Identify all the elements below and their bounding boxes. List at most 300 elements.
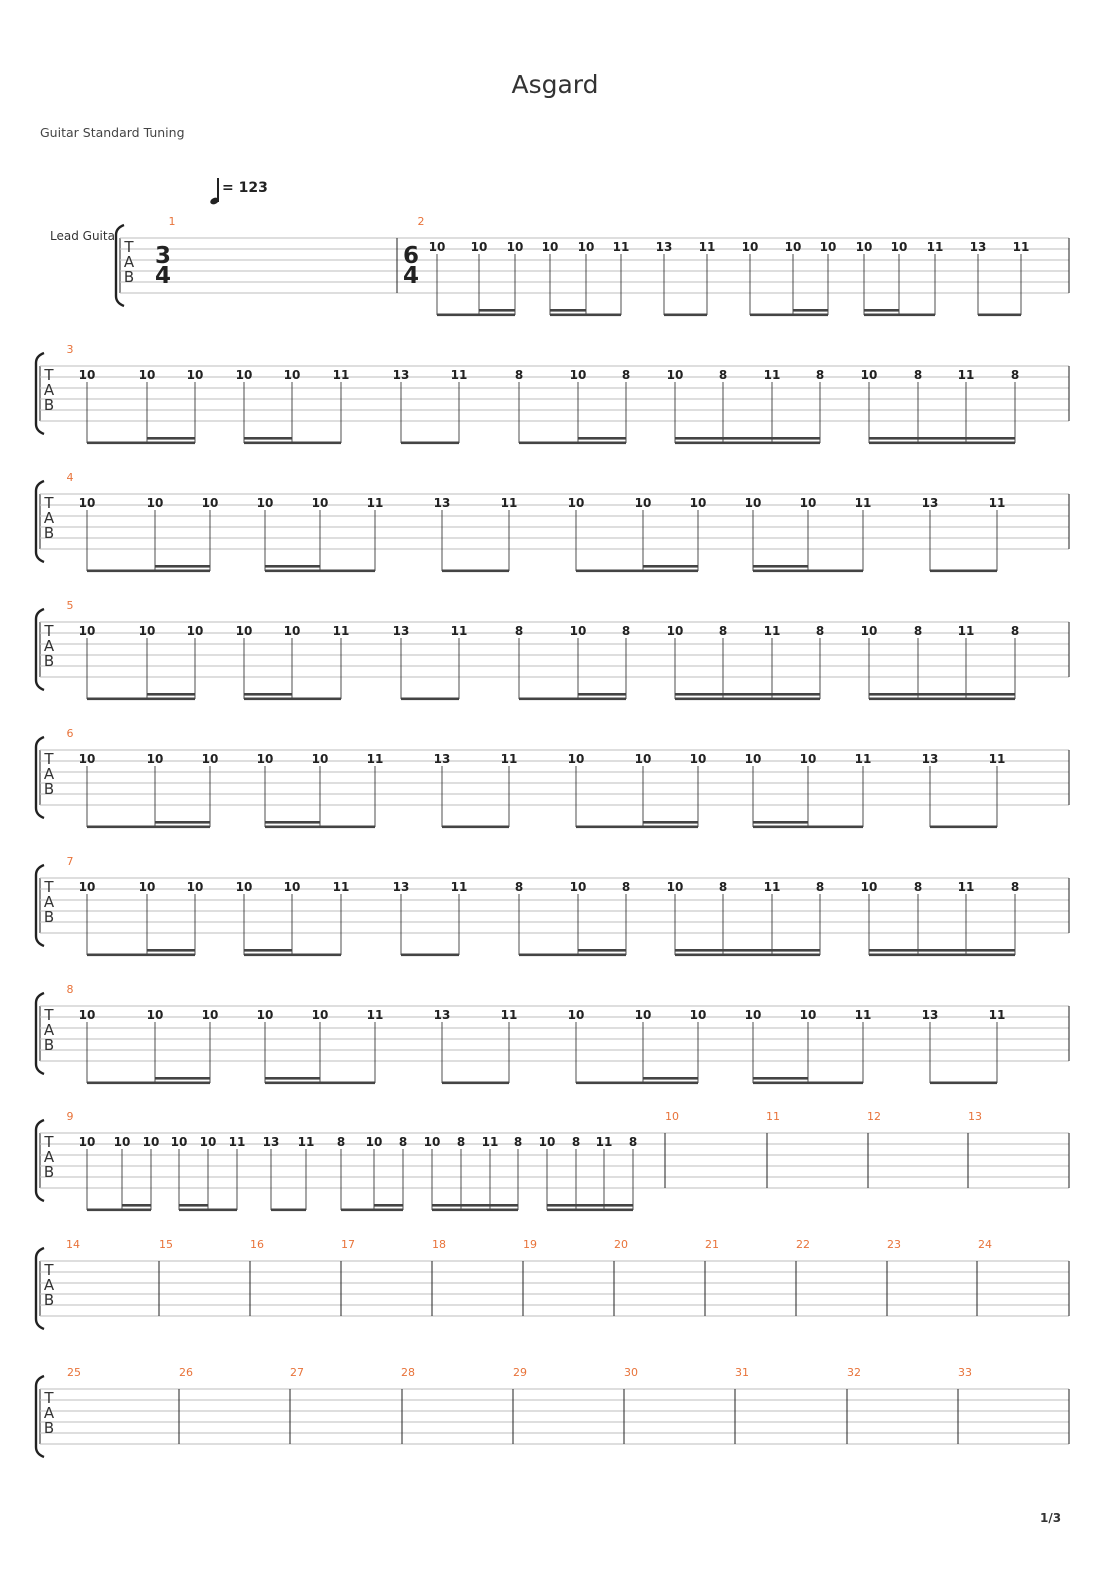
tab-clef-letter: T (44, 1389, 54, 1407)
tab-fret-number: 8 (1010, 624, 1020, 638)
tab-clef-letter: A (43, 1148, 55, 1166)
secondary-beam (147, 437, 195, 440)
beam (519, 954, 626, 957)
measure (523, 1238, 537, 1251)
page-number: 1/3 (1040, 1511, 1062, 1525)
tab-fret-number: 10 (311, 752, 329, 766)
tab-fret-number: 11 (450, 368, 468, 382)
tab-fret-number: 8 (621, 368, 631, 382)
beam (576, 1082, 698, 1085)
tab-clef-letter: B (43, 1163, 55, 1181)
tab-fret-number: 11 (500, 1008, 518, 1022)
measure (67, 983, 1006, 1084)
tab-fret-number: 8 (398, 1135, 408, 1149)
measure-number: 5 (66, 599, 74, 612)
time-signature-top: 6 (402, 243, 420, 269)
beam (519, 698, 626, 701)
tab-fret-number: 10 (799, 752, 817, 766)
tab-fret-number: 8 (456, 1135, 466, 1149)
beam (401, 954, 459, 957)
beam (271, 1209, 306, 1212)
beam (576, 570, 698, 573)
tab-fret-number: 10 (860, 368, 878, 382)
measure-number: 31 (735, 1366, 749, 1379)
measure-number: 29 (513, 1366, 527, 1379)
tab-clef-letter: A (43, 509, 55, 527)
tab-clef-letter: A (43, 1404, 55, 1422)
tab-clef-letter: B (43, 1419, 55, 1437)
tab-fret-number: 10 (744, 496, 762, 510)
tab-fret-number: 10 (634, 752, 652, 766)
tab-clef-letter: A (43, 1021, 55, 1039)
tab-system (36, 1366, 1069, 1457)
tab-fret-number: 11 (763, 368, 781, 382)
tab-fret-number: 11 (988, 496, 1006, 510)
secondary-beam (155, 821, 210, 824)
tab-fret-number: 11 (595, 1135, 613, 1149)
measure (179, 1366, 193, 1379)
beam (265, 570, 375, 573)
beam (753, 1082, 863, 1085)
tab-fret-number: 10 (78, 624, 96, 638)
tab-system (36, 1110, 1069, 1211)
secondary-beam (265, 565, 320, 568)
tab-fret-number: 11 (957, 368, 975, 382)
tab-clef-letter: B (43, 908, 55, 926)
beam (864, 314, 935, 317)
tab-fret-number: 10 (470, 240, 488, 254)
tab-fret-number: 8 (628, 1135, 638, 1149)
beam (179, 1209, 237, 1212)
tab-fret-number: 10 (860, 880, 878, 894)
beam (442, 1082, 509, 1085)
tab-fret-number: 10 (567, 496, 585, 510)
beam (401, 698, 459, 701)
measure (67, 855, 1020, 956)
secondary-beam (675, 693, 820, 696)
measure-number: 21 (705, 1238, 719, 1251)
tab-fret-number: 8 (514, 624, 524, 638)
tab-clef-letter: A (43, 893, 55, 911)
measure-number: 7 (66, 855, 74, 868)
measure-number: 11 (766, 1110, 780, 1123)
measure-number: 16 (250, 1238, 264, 1251)
secondary-beam (147, 949, 195, 952)
tab-fret-number: 8 (514, 368, 524, 382)
tab-fret-number: 11 (332, 624, 350, 638)
tab-clef-letter: B (43, 1291, 55, 1309)
measure-number: 24 (978, 1238, 992, 1251)
tab-fret-number: 10 (235, 880, 253, 894)
secondary-beam (479, 309, 515, 312)
measure (705, 1238, 719, 1251)
beam (930, 1082, 997, 1085)
secondary-beam (578, 693, 626, 696)
tab-fret-number: 13 (433, 1008, 451, 1022)
tab-fret-number: 8 (513, 1135, 523, 1149)
tab-fret-number: 13 (433, 752, 451, 766)
tab-fret-number: 10 (689, 1008, 707, 1022)
beam (550, 314, 621, 317)
tab-fret-number: 8 (718, 880, 728, 894)
tab-fret-number: 8 (913, 624, 923, 638)
beam (87, 442, 195, 445)
beam (930, 570, 997, 573)
tab-clef-letter: A (43, 1276, 55, 1294)
tab-fret-number: 10 (235, 368, 253, 382)
beam (442, 826, 509, 829)
tab-fret-number: 11 (957, 624, 975, 638)
beam (87, 698, 195, 701)
beam (519, 442, 626, 445)
tab-system (36, 343, 1069, 444)
secondary-beam (643, 821, 698, 824)
tab-clef-letter: B (43, 396, 55, 414)
tab-fret-number: 11 (988, 1008, 1006, 1022)
beam (675, 442, 820, 445)
tab-fret-number: 13 (262, 1135, 280, 1149)
measure (341, 1238, 355, 1251)
tab-fret-number: 13 (392, 624, 410, 638)
tab-system (116, 215, 1069, 316)
beam (87, 954, 195, 957)
secondary-beam (244, 949, 292, 952)
measure (67, 599, 1020, 700)
tab-fret-number: 10 (569, 624, 587, 638)
tab-fret-number: 10 (201, 496, 219, 510)
measure-number: 12 (867, 1110, 881, 1123)
measure-number: 13 (968, 1110, 982, 1123)
beam (87, 1209, 151, 1212)
tab-fret-number: 13 (921, 496, 939, 510)
tab-fret-number: 10 (666, 624, 684, 638)
measure (978, 1238, 992, 1251)
measure-number: 9 (66, 1110, 74, 1123)
tab-system (36, 471, 1069, 572)
tab-fret-number: 11 (366, 1008, 384, 1022)
tab-fret-number: 10 (634, 496, 652, 510)
beam (265, 1082, 375, 1085)
measure (766, 1110, 780, 1123)
tab-fret-number: 8 (336, 1135, 346, 1149)
tab-clef-letter: T (44, 1261, 54, 1279)
tab-fret-number: 8 (514, 880, 524, 894)
measure-number: 19 (523, 1238, 537, 1251)
measure-number: 15 (159, 1238, 173, 1251)
secondary-beam (155, 565, 210, 568)
tab-fret-number: 13 (392, 368, 410, 382)
beam (87, 570, 210, 573)
tab-fret-number: 10 (186, 880, 204, 894)
tab-system (36, 599, 1069, 700)
beam (244, 954, 341, 957)
tab-fret-number: 10 (78, 496, 96, 510)
tab-fret-number: 11 (763, 880, 781, 894)
measure-number: 2 (417, 215, 425, 228)
tab-fret-number: 10 (201, 752, 219, 766)
measure (290, 1366, 304, 1379)
measure (624, 1366, 638, 1379)
secondary-beam (869, 693, 1015, 696)
tab-fret-number: 8 (571, 1135, 581, 1149)
tab-fret-number: 11 (450, 624, 468, 638)
tab-fret-number: 10 (860, 624, 878, 638)
tab-fret-number: 10 (666, 368, 684, 382)
tab-fret-number: 10 (146, 1008, 164, 1022)
tab-fret-number: 11 (854, 752, 872, 766)
measure (513, 1366, 527, 1379)
measure (66, 1238, 80, 1251)
tab-fret-number: 10 (577, 240, 595, 254)
secondary-beam (675, 437, 820, 440)
secondary-beam (547, 1204, 633, 1207)
tab-fret-number: 10 (538, 1135, 556, 1149)
tab-fret-number: 10 (428, 240, 446, 254)
tab-system (36, 855, 1069, 956)
tab-fret-number: 10 (78, 752, 96, 766)
measure (735, 1366, 749, 1379)
tab-clef-letter: B (43, 780, 55, 798)
tab-fret-number: 10 (186, 624, 204, 638)
tab-fret-number: 13 (921, 752, 939, 766)
secondary-beam (179, 1204, 208, 1207)
tab-fret-number: 13 (969, 240, 987, 254)
measure (432, 1238, 446, 1251)
tab-clef-letter: B (43, 652, 55, 670)
measure (67, 727, 1006, 828)
tab-fret-number: 10 (146, 496, 164, 510)
secondary-beam (869, 437, 1015, 440)
tab-fret-number: 8 (815, 880, 825, 894)
tab-fret-number: 10 (256, 496, 274, 510)
beam (753, 826, 863, 829)
tab-fret-number: 10 (569, 368, 587, 382)
tab-system (36, 727, 1069, 828)
measure (67, 1110, 638, 1211)
tab-fret-number: 10 (201, 1008, 219, 1022)
tab-fret-number: 11 (1012, 240, 1030, 254)
secondary-beam (578, 949, 626, 952)
measure-number: 32 (847, 1366, 861, 1379)
measure-number: 14 (66, 1238, 80, 1251)
measure-number: 26 (179, 1366, 193, 1379)
tab-clef-letter: T (44, 494, 54, 512)
measure (887, 1238, 901, 1251)
tab-fret-number: 11 (450, 880, 468, 894)
tab-fret-number: 10 (78, 880, 96, 894)
tab-fret-number: 11 (957, 880, 975, 894)
secondary-beam (147, 693, 195, 696)
tab-fret-number: 10 (78, 1135, 96, 1149)
tab-fret-number: 8 (1010, 880, 1020, 894)
measure (401, 1366, 415, 1379)
secondary-beam (793, 309, 828, 312)
beam (869, 698, 1015, 701)
measure (159, 1238, 173, 1251)
secondary-beam (578, 437, 626, 440)
tab-fret-number: 8 (815, 624, 825, 638)
tab-fret-number: 10 (365, 1135, 383, 1149)
tab-clef-letter: B (43, 524, 55, 542)
measure-number: 30 (624, 1366, 638, 1379)
tab-fret-number: 8 (815, 368, 825, 382)
tab-fret-number: 11 (297, 1135, 315, 1149)
time-signature-top: 3 (154, 243, 172, 269)
beam (244, 698, 341, 701)
measure-number: 23 (887, 1238, 901, 1251)
tab-clef-letter: A (43, 637, 55, 655)
tab-fret-number: 10 (199, 1135, 217, 1149)
tab-fret-number: 13 (921, 1008, 939, 1022)
tab-fret-number: 13 (433, 496, 451, 510)
measure (67, 343, 1020, 444)
tab-fret-number: 10 (634, 1008, 652, 1022)
measure-number: 10 (665, 1110, 679, 1123)
tab-fret-number: 10 (744, 752, 762, 766)
tab-fret-number: 11 (228, 1135, 246, 1149)
beam (547, 1209, 633, 1212)
tuning-label: Guitar Standard Tuning (40, 125, 185, 140)
tab-clef-letter: T (44, 750, 54, 768)
tab-fret-number: 10 (113, 1135, 131, 1149)
tab-fret-number: 10 (256, 752, 274, 766)
tab-system (36, 1238, 1069, 1329)
tab-fret-number: 10 (170, 1135, 188, 1149)
secondary-beam (432, 1204, 518, 1207)
beam (442, 570, 509, 573)
tab-fret-number: 10 (567, 752, 585, 766)
beam (432, 1209, 518, 1212)
tab-fret-number: 10 (666, 880, 684, 894)
tab-fret-number: 10 (146, 752, 164, 766)
tab-fret-number: 10 (186, 368, 204, 382)
measure (796, 1238, 810, 1251)
beam (978, 314, 1021, 317)
tab-fret-number: 11 (926, 240, 944, 254)
tab-fret-number: 10 (689, 752, 707, 766)
tab-fret-number: 10 (138, 368, 156, 382)
tab-clef-letter: T (44, 622, 54, 640)
secondary-beam (643, 1077, 698, 1080)
beam (341, 1209, 403, 1212)
tab-clef-letter: T (44, 1133, 54, 1151)
tab-fret-number: 11 (612, 240, 630, 254)
secondary-beam (869, 949, 1015, 952)
measure (958, 1366, 972, 1379)
secondary-beam (643, 565, 698, 568)
tab-fret-number: 10 (138, 880, 156, 894)
measure-number: 22 (796, 1238, 810, 1251)
measure (968, 1110, 982, 1123)
beam (401, 442, 459, 445)
tempo-value: = 123 (222, 180, 268, 196)
tab-clef-letter: T (124, 238, 134, 256)
tab-fret-number: 10 (283, 624, 301, 638)
tab-fret-number: 10 (283, 880, 301, 894)
tab-fret-number: 13 (655, 240, 673, 254)
tab-fret-number: 10 (78, 368, 96, 382)
tab-fret-number: 10 (799, 1008, 817, 1022)
tab-fret-number: 10 (235, 624, 253, 638)
measure-number: 4 (66, 471, 74, 484)
measure (847, 1366, 861, 1379)
measure-number: 6 (66, 727, 74, 740)
beam (750, 314, 828, 317)
tab-fret-number: 10 (311, 496, 329, 510)
tab-fret-number: 11 (698, 240, 716, 254)
tab-fret-number: 11 (500, 496, 518, 510)
tab-fret-number: 10 (855, 240, 873, 254)
measure-number: 8 (66, 983, 74, 996)
tab-fret-number: 10 (256, 1008, 274, 1022)
tab-fret-number: 11 (332, 368, 350, 382)
tab-fret-number: 11 (366, 496, 384, 510)
tab-clef-letter: A (43, 765, 55, 783)
tab-fret-number: 10 (744, 1008, 762, 1022)
tab-fret-number: 8 (621, 624, 631, 638)
beam (675, 954, 820, 957)
tab-fret-number: 11 (481, 1135, 499, 1149)
measure-number: 25 (67, 1366, 81, 1379)
tab-fret-number: 10 (78, 1008, 96, 1022)
tab-fret-number: 10 (784, 240, 802, 254)
measure-number: 17 (341, 1238, 355, 1251)
measure (250, 1238, 264, 1251)
tab-fret-number: 10 (890, 240, 908, 254)
tab-clef-letter: T (44, 878, 54, 896)
tab-fret-number: 10 (819, 240, 837, 254)
measure-number: 1 (168, 215, 176, 228)
tab-fret-number: 11 (854, 1008, 872, 1022)
tab-fret-number: 8 (1010, 368, 1020, 382)
measure (403, 215, 1029, 316)
beam (664, 314, 707, 317)
time-signature-bottom: 4 (154, 263, 172, 289)
secondary-beam (374, 1204, 403, 1207)
secondary-beam (864, 309, 899, 312)
time-signature-bottom: 4 (402, 263, 420, 289)
measure (614, 1238, 628, 1251)
secondary-beam (550, 309, 586, 312)
tab-clef-letter: A (123, 253, 135, 271)
tab-fret-number: 10 (569, 880, 587, 894)
beam (244, 442, 341, 445)
tab-clef-letter: T (44, 1006, 54, 1024)
measure (867, 1110, 881, 1123)
secondary-beam (753, 1077, 808, 1080)
secondary-beam (753, 821, 808, 824)
tab-fret-number: 8 (913, 368, 923, 382)
measure-number: 27 (290, 1366, 304, 1379)
tab-fret-number: 11 (854, 496, 872, 510)
measure (67, 1366, 81, 1379)
tab-fret-number: 8 (718, 368, 728, 382)
measure-number: 28 (401, 1366, 415, 1379)
tab-fret-number: 11 (332, 880, 350, 894)
beam (869, 442, 1015, 445)
secondary-beam (244, 693, 292, 696)
beam (869, 954, 1015, 957)
tab-fret-number: 10 (423, 1135, 441, 1149)
tab-fret-number: 10 (541, 240, 559, 254)
secondary-beam (265, 1077, 320, 1080)
song-title: Asgard (511, 70, 599, 99)
beam (675, 698, 820, 701)
measure (665, 1110, 679, 1123)
measure-number: 33 (958, 1366, 972, 1379)
beam (576, 826, 698, 829)
beam (753, 570, 863, 573)
